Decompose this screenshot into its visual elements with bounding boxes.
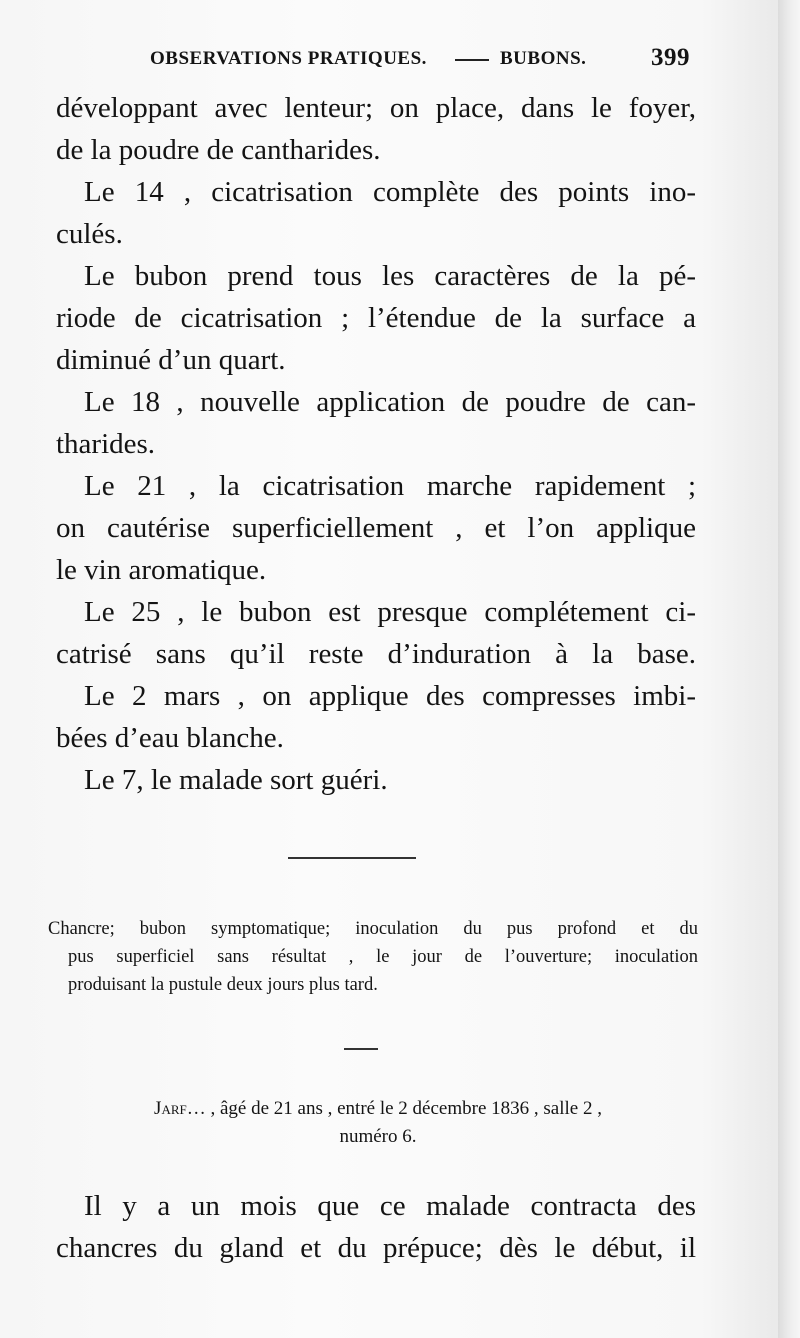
case-number: numéro 6. [339, 1126, 417, 1147]
case-header [78, 1095, 678, 1151]
text-line: bées d’eau blanche. [56, 722, 284, 754]
patient-name: Jarf [154, 1098, 187, 1119]
text-line: Le bubon prend tous les caractères de la pé- [84, 260, 696, 292]
text-line: Le 7, le malade sort guéri. [84, 764, 388, 796]
text-line: Le 25 , le bubon est presque complétement ci- [84, 596, 696, 628]
text-line: riode de cicatrisation ; l’étendue de la surface a [56, 302, 696, 334]
text-line: Le 2 mars , on applique des compresses imbi- [84, 680, 696, 712]
summary-line: produisant la pustule deux jours plus tard. [68, 975, 378, 995]
page-number: 399 [651, 44, 690, 71]
section-rule [288, 857, 416, 859]
text-line: tharides. [56, 428, 156, 460]
text-line: chancres du gland et du prépuce; dès le début, il [56, 1232, 696, 1264]
text-line: Le 18 , nouvelle application de poudre de can- [84, 386, 696, 418]
page-edge [778, 0, 800, 1338]
short-rule [344, 1048, 378, 1050]
header-dash [455, 59, 489, 61]
text-line: on cautérise superficiellement , et l’on applique [56, 512, 696, 544]
text-line: Le 14 , cicatrisation complète des points ino- [84, 176, 696, 208]
text-line: catrisé sans qu’il reste d’induration à la base. [56, 638, 696, 670]
text-line: développant avec lenteur; on place, dans le foyer, [56, 92, 696, 124]
text-line: diminué d’un quart. [56, 344, 286, 376]
summary-line: pus superficiel sans résultat , le jour de l’ouverture; inoculation [68, 947, 698, 967]
text-line: Il y a un mois que ce malade contracta des [84, 1190, 696, 1222]
section-title: BUBONS. [500, 48, 587, 69]
text-line: culés. [56, 218, 123, 250]
text-line: de la poudre de cantharides. [56, 134, 381, 166]
summary-line: Chancre; bubon symptomatique; inoculation du pus profond et du [48, 919, 698, 939]
text-line: Le 21 , la cicatrisation marche rapidement ; [84, 470, 696, 502]
running-title: OBSERVATIONS PRATIQUES. [150, 48, 427, 69]
running-header [150, 44, 690, 78]
text-line: le vin aromatique. [56, 554, 267, 586]
case-details: … , âgé de 21 ans , entré le 2 décembre 1836 , salle 2 , [186, 1098, 602, 1119]
